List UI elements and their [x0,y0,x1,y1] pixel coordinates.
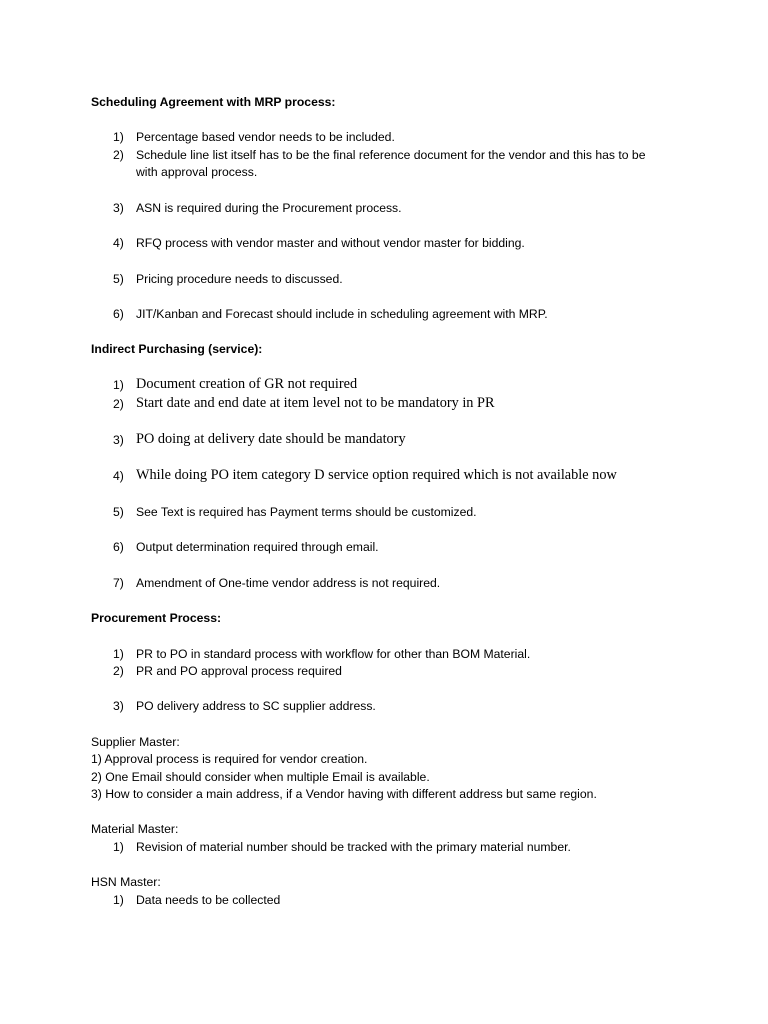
list-item: See Text is required has Payment terms should be customized. [136,505,477,519]
list-item: RFQ process with vendor master and without vendor master for bidding. [136,236,525,250]
list-item: While doing PO item category D service option required which is not available now [136,467,617,483]
list-item: Document creation of GR not required [136,376,358,392]
list-item: Pricing procedure needs to discussed. [136,272,343,286]
list-item: Data needs to be collected [136,893,281,907]
list-number: 2) [113,148,124,162]
list-number: 1) [113,130,124,144]
list-number: 3) [113,433,124,447]
list-number: 1) [113,840,124,854]
list-item: Output determination required through email. [136,540,379,554]
list-number: 5) [113,505,124,519]
list-item: Start date and end date at item level not to be mandatory in PR [136,395,495,411]
indirect-heading: Indirect Purchasing (service): [91,342,263,356]
hsn-heading: HSN Master: [91,875,161,889]
list-number: 3) [113,201,124,215]
list-number: 1) [113,893,124,907]
list-item: PO delivery address to SC supplier address. [136,699,376,713]
list-number: 4) [113,236,124,250]
list-number: 1) [113,647,124,661]
list-number: 7) [113,576,124,590]
material-heading: Material Master: [91,822,179,836]
list-item: PO doing at delivery date should be mandatory [136,431,406,447]
supplier-line: 1) Approval process is required for vendor creation. [91,752,368,766]
list-item: Schedule line list itself has to be the final reference document for the vendor and this has to be [136,148,646,162]
list-number: 4) [113,469,124,483]
supplier-line: 3) How to consider a main address, if a Vendor having with different address but same region. [91,787,597,801]
list-item: Amendment of One-time vendor address is not required. [136,576,441,590]
procurement-heading: Procurement Process: [91,611,222,625]
list-number: 1) [113,378,124,392]
list-number: 6) [113,307,124,321]
list-item: PR to PO in standard process with workflow for other than BOM Material. [136,647,531,661]
list-number: 2) [113,397,124,411]
supplier-heading: Supplier Master: [91,735,180,749]
list-number: 3) [113,699,124,713]
list-item: PR and PO approval process required [136,664,342,678]
list-number: 2) [113,664,124,678]
list-item: Percentage based vendor needs to be included. [136,130,395,144]
list-number: 6) [113,540,124,554]
list-item: ASN is required during the Procurement process. [136,201,402,215]
supplier-line: 2) One Email should consider when multiple Email is available. [91,770,430,784]
list-item: JIT/Kanban and Forecast should include in scheduling agreement with MRP. [136,307,548,321]
list-item-continuation: with approval process. [136,165,258,179]
list-item: Revision of material number should be tracked with the primary material number. [136,840,571,854]
list-number: 5) [113,272,124,286]
scheduling-heading: Scheduling Agreement with MRP process: [91,95,336,109]
